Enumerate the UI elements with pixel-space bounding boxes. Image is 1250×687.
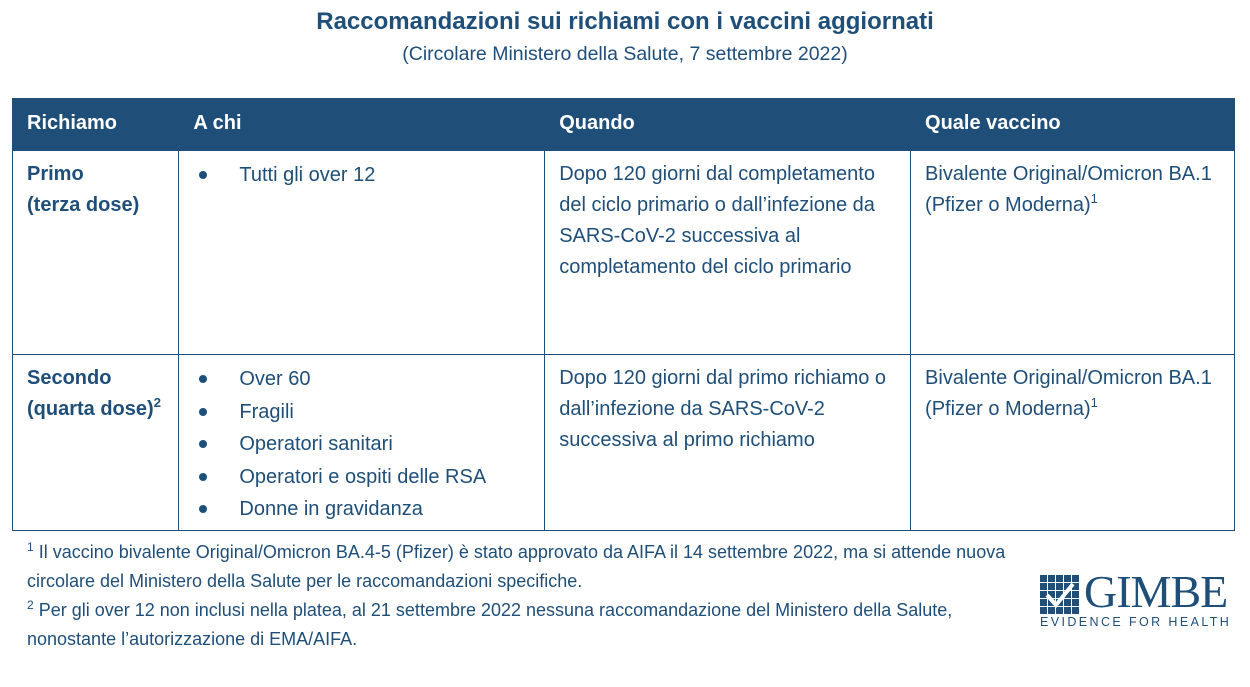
footnote-ref: 2 — [153, 395, 161, 410]
footnote-mark: 1 — [27, 540, 34, 554]
footnote-mark: 2 — [27, 598, 34, 612]
table-row — [13, 151, 1235, 355]
header-quando: Quando — [545, 99, 911, 151]
header-a-chi: A chi — [179, 99, 545, 151]
list-item: Donne in gravidanza — [193, 493, 530, 526]
table-header-row — [13, 99, 1235, 151]
row-label-line2: (quarta dose)$^2$ — [27, 395, 161, 420]
when-cell: Dopo 120 giorni dal completamento del ciclo primario o dall’infezione da SARS-CoV-2 successiva al completamento del ciclo primario — [545, 151, 911, 355]
row-label-cell — [13, 355, 179, 531]
row-label-line1: Secondo — [27, 367, 112, 389]
table-row — [13, 355, 1235, 531]
page-title: Raccomandazioni sui richiami con i vaccini aggiornati — [316, 8, 934, 35]
footnotes — [27, 538, 1007, 654]
gimbe-tagline: EVIDENCE FOR HEALTH — [1040, 615, 1232, 629]
list-item: Operatori sanitari — [193, 428, 530, 461]
footnote-text: Il vaccino bivalente Original/Omicron BA.4-5 (Pfizer) è stato approvato da AIFA il 14 settembre 2022, ma si attende nuova circolare del Ministero della Salute per le raccomandazioni specifiche. — [27, 542, 1006, 591]
vaccine-text: Bivalente Original/Omicron BA.1 (Pfizer o Moderna) — [925, 367, 1212, 420]
gimbe-grid-icon — [1040, 575, 1080, 615]
row-label-cell — [13, 151, 179, 355]
vaccine-text: Bivalente Original/Omicron BA.1 (Pfizer o Moderna) — [925, 163, 1212, 216]
footnote-text: Per gli over 12 non inclusi nella platea, al 21 settembre 2022 nessuna raccomandazione del Ministero della Salute, nonostante l’autorizzazione di EMA/AIFA. — [27, 600, 953, 649]
footnote-ref: 1 — [1090, 395, 1098, 410]
footnote-ref: 1 — [1090, 191, 1098, 206]
gimbe-logo — [1040, 566, 1240, 633]
when-cell: Dopo 120 giorni dal primo richiamo o dall’infezione da SARS-CoV-2 successiva al primo richiamo — [545, 355, 911, 531]
list-item: Operatori e ospiti delle RSA — [193, 461, 530, 494]
footnote-1 — [27, 538, 1007, 596]
footnote-2 — [27, 596, 1007, 654]
header-richiamo: Richiamo — [13, 99, 179, 151]
who-list — [193, 159, 530, 192]
row-label-line2: (terza dose) — [27, 194, 140, 216]
who-list — [193, 363, 530, 526]
header-quale-vaccino: Quale vaccino — [911, 99, 1235, 151]
vaccine-cell — [911, 151, 1235, 355]
row-label-line1: Primo — [27, 163, 84, 185]
who-cell — [179, 151, 545, 355]
list-item: Tutti gli over 12 — [193, 159, 530, 192]
gimbe-wordmark: GIMBE — [1084, 566, 1228, 617]
page-subtitle: (Circolare Ministero della Salute, 7 settembre 2022) — [402, 43, 848, 65]
recommendations-table — [12, 98, 1235, 531]
who-cell — [179, 355, 545, 531]
list-item: Fragili — [193, 396, 530, 429]
vaccine-cell — [911, 355, 1235, 531]
list-item: Over 60 — [193, 363, 530, 396]
